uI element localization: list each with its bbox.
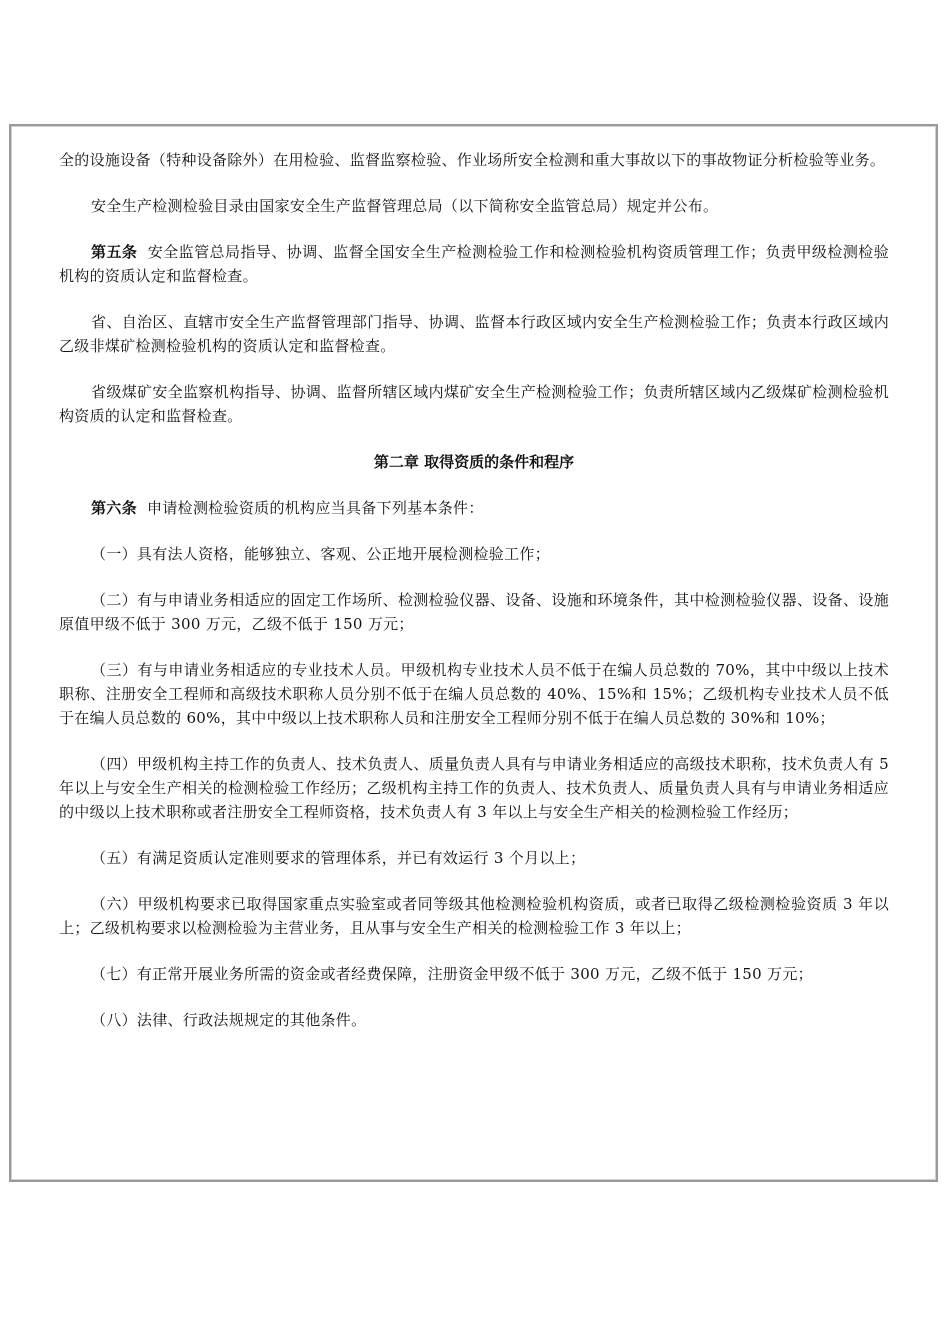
- condition-7: （七）有正常开展业务所需的资金或者经费保障，注册资金甲级不低于 300 万元，乙级不低于 150 万元；: [91, 965, 813, 983]
- article-6: [59, 496, 889, 520]
- article-5-spacer: [137, 243, 147, 261]
- paragraph-catalog: 安全生产检测检验目录由国家安全生产监督管理总局（以下简称安全监管总局）规定并公布。: [91, 197, 719, 215]
- paragraph-provincial: 省、自治区、直辖市安全生产监督管理部门指导、协调、监督本行政区域内安全生产检测检验工作；负责本行政区域内乙级非煤矿检测检验机构的资质认定和监督检查。: [59, 313, 889, 355]
- article-6-label: 第六条: [91, 499, 137, 517]
- paragraph-coal-mine: 省级煤矿安全监察机构指导、协调、监督所辖区域内煤矿安全生产检测检验工作；负责所辖区域内乙级煤矿检测检验机构资质的认定和监督检查。: [59, 383, 889, 425]
- paragraph-continued: 全的设施设备（特种设备除外）在用检验、监督监察检验、作业场所安全检测和重大事故以下的事故物证分析检验等业务。: [59, 151, 886, 169]
- condition-1: （一）具有法人资格，能够独立、客观、公正地开展检测检验工作；: [91, 545, 551, 563]
- condition-2: （二）有与申请业务相适应的固定工作场所、检测检验仪器、设备、设施和环境条件，其中检测检验仪器、设备、设施原值甲级不低于 300 万元，乙级不低于 150 万元；: [59, 591, 889, 633]
- condition-4: （四）甲级机构主持工作的负责人、技术负责人、质量负责人具有与申请业务相适应的高级技术职称，技术负责人有 5 年以上与安全生产相关的检测检验工作经历；乙级机构主持工作的负责人、技术负责人、质量负责人具有与申请业务相适应的中级以上技术职称或者注册安全工程师资格，技术负责人有 3 年以上与安全生产相关的检测检验工作经历；: [59, 755, 889, 821]
- document-body: [59, 148, 889, 1054]
- article-6-text: 申请检测检验资质的机构应当具备下列基本条件：: [147, 499, 484, 517]
- article-5: [59, 240, 889, 288]
- condition-8: （八）法律、行政法规规定的其他条件。: [91, 1011, 367, 1029]
- chapter-2-title: 第二章 取得资质的条件和程序: [373, 453, 575, 471]
- condition-5: （五）有满足资质认定准则要求的管理体系，并已有效运行 3 个月以上；: [91, 849, 586, 867]
- condition-6: （六）甲级机构要求已取得国家重点实验室或者同等级其他检测检验机构资质，或者已取得乙级检测检验资质 3 年以上；乙级机构要求以检测检验为主营业务，且从事与安全生产相关的检测检验工作 3 年以上；: [59, 895, 889, 937]
- article-6-spacer: [137, 499, 147, 517]
- condition-3: （三）有与申请业务相适应的专业技术人员。甲级机构专业技术人员不低于在编人员总数的 70%，其中中级以上技术职称、注册安全工程师和高级技术职称人员分别不低于在编人员总数的 40%、15%和 15%；乙级机构专业技术人员不低于在编人员总数的 60%，其中中级以上技术职称人员和注册安全工程师分别不低于在编人员总数的 30%和 10%；: [59, 661, 889, 727]
- article-5-label: 第五条: [91, 243, 138, 261]
- article-5-text: 安全监管总局指导、协调、监督全国安全生产检测检验工作和检测检验机构资质管理工作；负责甲级检测检验机构的资质认定和监督检查。: [59, 243, 890, 285]
